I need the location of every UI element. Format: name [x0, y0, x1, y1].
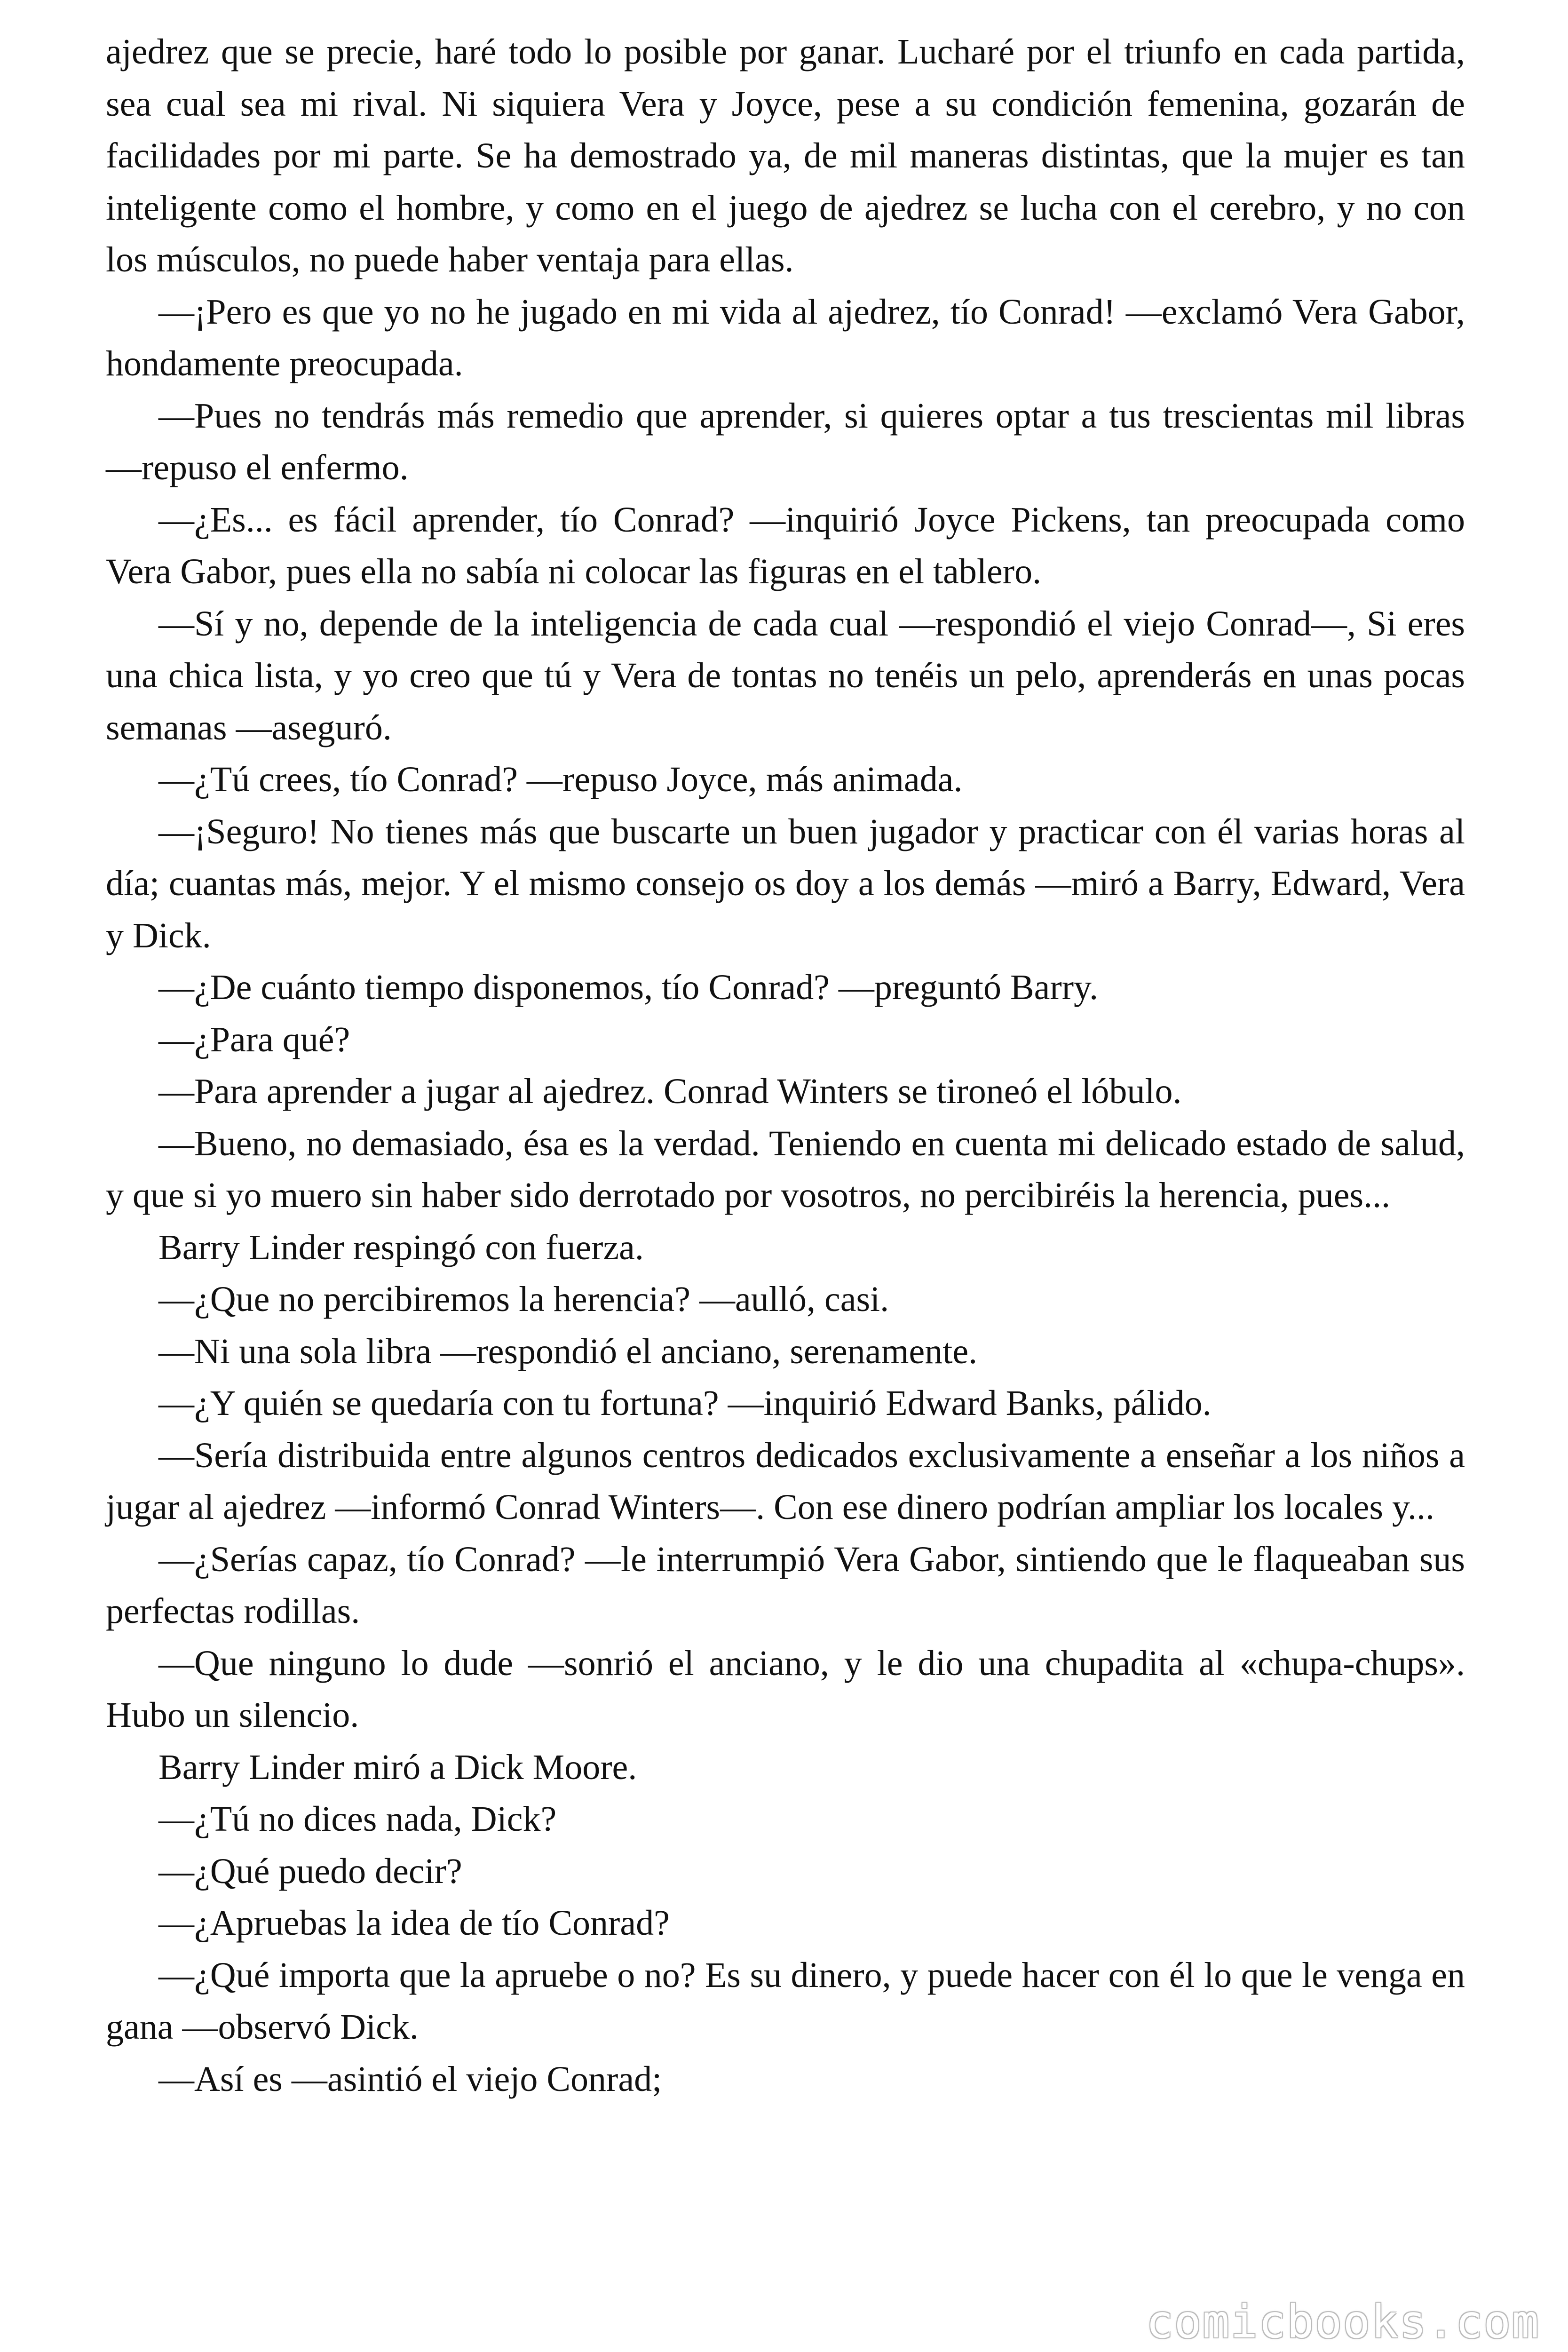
paragraph: —Sería distribuida entre algunos centros dedicados exclusivamente a enseñar a los niños a jugar al ajedrez —informó Conrad Winters—. Con ese dinero podrían ampliar los locales y... — [106, 1435, 1465, 1527]
paragraph: —Sí y no, depende de la inteligencia de cada cual —respondió el viejo Conrad—, Si eres una chica lista, y yo creo que tú y Vera de tontas no tenéis un pelo, aprenderás en unas pocas semanas —aseguró. — [106, 604, 1465, 747]
paragraph: —¿De cuánto tiempo disponemos, tío Conrad? —preguntó Barry. — [158, 968, 1099, 1007]
paragraph: —Ni una sola libra —respondió el anciano, serenamente. — [158, 1331, 978, 1371]
paragraph: —Bueno, no demasiado, ésa es la verdad. Teniendo en cuenta mi delicado estado de salud, y que si yo muero sin haber sido derrotado por vosotros, no percibiréis la herencia, pues... — [106, 1123, 1465, 1215]
paragraph: —¿Qué importa que la apruebe o no? Es su dinero, y puede hacer con él lo que le venga en gana —observó Dick. — [106, 1955, 1465, 2047]
book-page-text — [106, 26, 1465, 2105]
paragraph: —¿Es... es fácil aprender, tío Conrad? —inquirió Joyce Pickens, tan preocupada como Vera Gabor, pues ella no sabía ni colocar las figuras en el tablero. — [106, 500, 1465, 591]
paragraph: —Que ninguno lo dude —sonrió el anciano, y le dio una chupadita al «chupa-chups». Hubo un silencio. — [106, 1643, 1465, 1735]
paragraph: —¿Apruebas la idea de tío Conrad? — [158, 1903, 670, 1943]
paragraph: —¡Pero es que yo no he jugado en mi vida al ajedrez, tío Conrad! —exclamó Vera Gabor, hondamente preocupada. — [106, 292, 1465, 383]
paragraph: Barry Linder respingó con fuerza. — [158, 1227, 644, 1267]
paragraph: —¿Serías capaz, tío Conrad? —le interrumpió Vera Gabor, sintiendo que le flaqueaban sus perfectas rodillas. — [106, 1539, 1465, 1631]
paragraph: Barry Linder miró a Dick Moore. — [158, 1747, 637, 1787]
paragraph: —¿Tú crees, tío Conrad? —repuso Joyce, más animada. — [158, 760, 963, 799]
paragraph-continuation: ajedrez que se precie, haré todo lo posible por ganar. Lucharé por el triunfo en cada partida, sea cual sea mi rival. Ni siquiera Vera y Joyce, pese a su condición femenina, gozarán de facilidades por mi parte. Se ha demostrado ya, de mil maneras distintas, que la mujer es tan inteligente como el hombre, y como en el juego de ajedrez se lucha con el cerebro, y no con los músculos, no puede haber ventaja para ellas. — [106, 32, 1465, 279]
paragraph: —¿Tú no dices nada, Dick? — [158, 1799, 557, 1839]
paragraph: —¿Y quién se quedaría con tu fortuna? —inquirió Edward Banks, pálido. — [158, 1383, 1212, 1423]
paragraph: —Para aprender a jugar al ajedrez. Conrad Winters se tironeó el lóbulo. — [158, 1072, 1182, 1111]
paragraph: —Pues no tendrás más remedio que aprender, si quieres optar a tus trescientas mil libras —repuso el enfermo. — [106, 396, 1465, 487]
paragraph: —¿Qué puedo decir? — [158, 1851, 462, 1891]
paragraph: —¿Que no percibiremos la herencia? —aulló, casi. — [158, 1279, 889, 1319]
watermark-logo: comicbooks.com — [1146, 2296, 1540, 2348]
paragraph: —¿Para qué? — [158, 1019, 350, 1059]
paragraph: —Así es —asintió el viejo Conrad; — [158, 2059, 662, 2099]
paragraph: —¡Seguro! No tienes más que buscarte un buen jugador y practicar con él varias horas al día; cuantas más, mejor. Y el mismo consejo os doy a los demás —miró a Barry, Edward, Vera y Dick. — [106, 811, 1465, 955]
